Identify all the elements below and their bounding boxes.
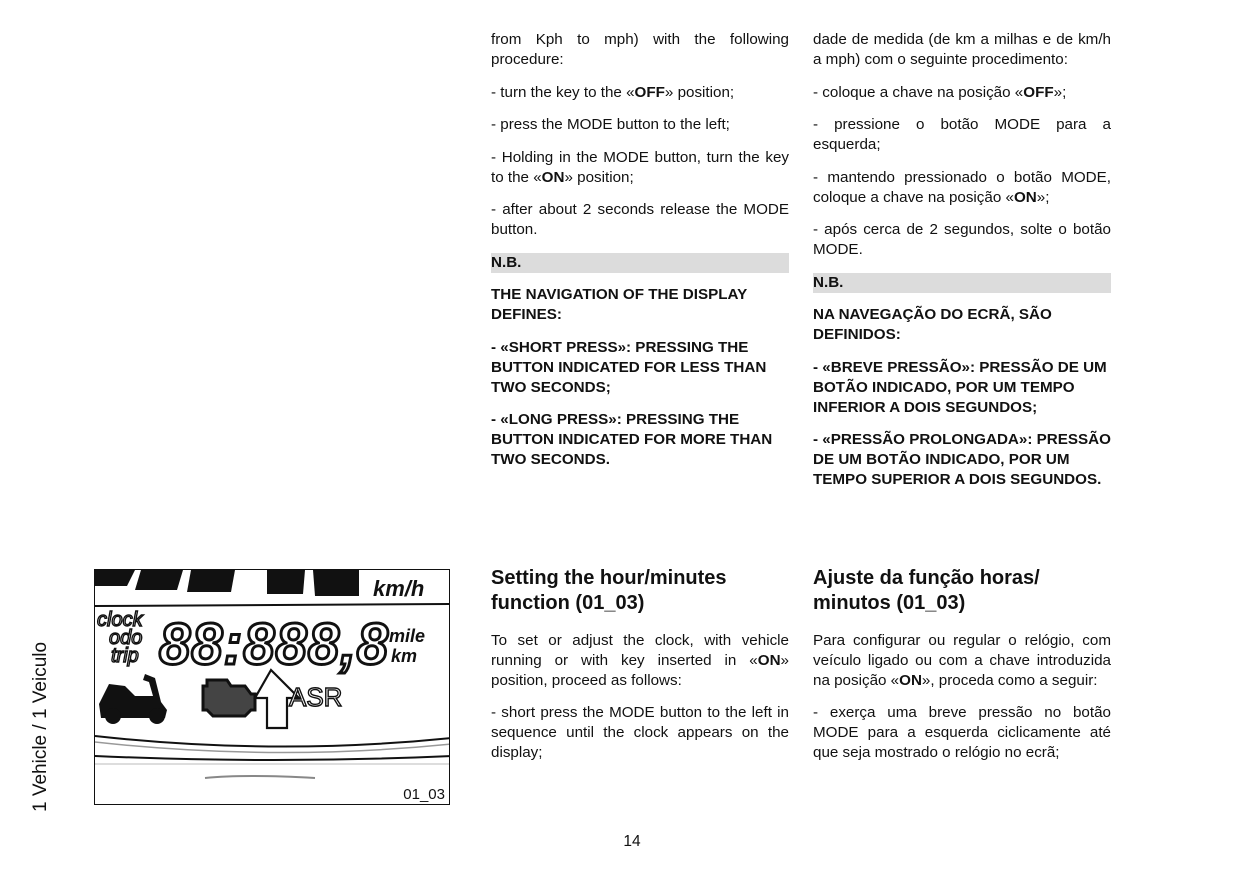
english-clock-section <box>491 566 789 775</box>
en-nb-label: N.B. <box>491 253 789 273</box>
scooter-icon <box>99 674 167 724</box>
en-intro: from Kph to mph) with the following procedure: <box>491 31 789 68</box>
asr-label: ASR <box>289 682 343 712</box>
pt-step-3: - mantendo pressionado o botão MODE, coloque a chave na posição «ON»; <box>813 168 1111 206</box>
pt-step-1: - coloque a chave na posição «OFF»; <box>813 83 1067 101</box>
pt-nb-line-3: - «PRESSÃO PROLONGADA»: PRESSÃO DE UM BOTÃO INDICADO, POR UM TEMPO SUPERIOR A DOIS SEGUNDOS. <box>813 431 1111 488</box>
main-digits: 88:888,8 <box>159 612 389 677</box>
pt-nb-line-1: NA NAVEGAÇÃO DO ECRÃ, SÃO DEFINIDOS: <box>813 306 1052 343</box>
dashboard-display-figure <box>94 569 450 805</box>
portuguese-column <box>813 30 1111 503</box>
pt-nb-label: N.B. <box>813 273 1111 293</box>
figure-code: 01_03 <box>403 786 445 803</box>
odo-label: odo <box>109 627 143 649</box>
km-label: km <box>391 646 418 666</box>
portuguese-clock-section <box>813 566 1111 775</box>
en-section-para-1: To set or adjust the clock, with vehicle running or with key inserted in «ON» position, proceed as follows: <box>491 632 789 689</box>
en-section-title: Setting the hour/minutes function (01_03) <box>491 567 727 614</box>
speed-bar-segments <box>95 570 359 596</box>
engine-warning-icon <box>203 680 255 716</box>
en-nb-line-3: - «LONG PRESS»: PRESSING THE BUTTON INDICATED FOR MORE THAN TWO SECONDS. <box>491 411 773 468</box>
pt-section-title: Ajuste da função horas/ minutos (01_03) <box>813 567 1040 614</box>
mile-label: mile <box>389 626 426 646</box>
trip-label: trip <box>111 645 139 667</box>
en-section-para-2: - short press the MODE button to the left in sequence until the clock appears on the display; <box>491 704 789 761</box>
dashboard-display-drawing <box>95 570 450 805</box>
en-nb-line-1: THE NAVIGATION OF THE DISPLAY DEFINES: <box>491 286 747 323</box>
en-step-4: - after about 2 seconds release the MODE button. <box>491 201 789 238</box>
pt-section-para-2: - exerça uma breve pressão no botão MODE para a esquerda ciclicamente até que seja mostrado o relógio no ecrã; <box>813 704 1111 761</box>
pt-intro: dade de medida (de km a milhas e de km/h a mph) com o seguinte procedimento: <box>813 31 1111 68</box>
en-step-3: - Holding in the MODE button, turn the key to the «ON» position; <box>491 148 789 186</box>
pt-step-4: - após cerca de 2 segundos, solte o botão MODE. <box>813 221 1111 258</box>
pt-section-para-1: Para configurar ou regular o relógio, com veículo ligado ou com a chave introduzida na posição «ON», proceda como a seguir: <box>813 632 1111 689</box>
pt-step-2: - pressione o botão MODE para a esquerda; <box>813 116 1111 153</box>
en-step-1: - turn the key to the «OFF» position; <box>491 83 735 101</box>
page-number: 14 <box>623 833 641 850</box>
en-nb-line-2: - «SHORT PRESS»: PRESSING THE BUTTON INDICATED FOR LESS THAN TWO SECONDS; <box>491 338 767 396</box>
side-chapter-label: 1 Vehicle / 1 Veiculo <box>30 641 51 812</box>
speed-unit-label: km/h <box>373 576 425 601</box>
english-column <box>491 30 789 483</box>
pt-nb-line-2: - «BREVE PRESSÃO»: PRESSÃO DE UM BOTÃO INDICADO, POR UM TEMPO INFERIOR A DOIS SEGUNDOS; <box>813 358 1107 416</box>
clock-label: clock <box>97 609 143 631</box>
en-step-2: - press the MODE button to the left; <box>491 116 730 133</box>
